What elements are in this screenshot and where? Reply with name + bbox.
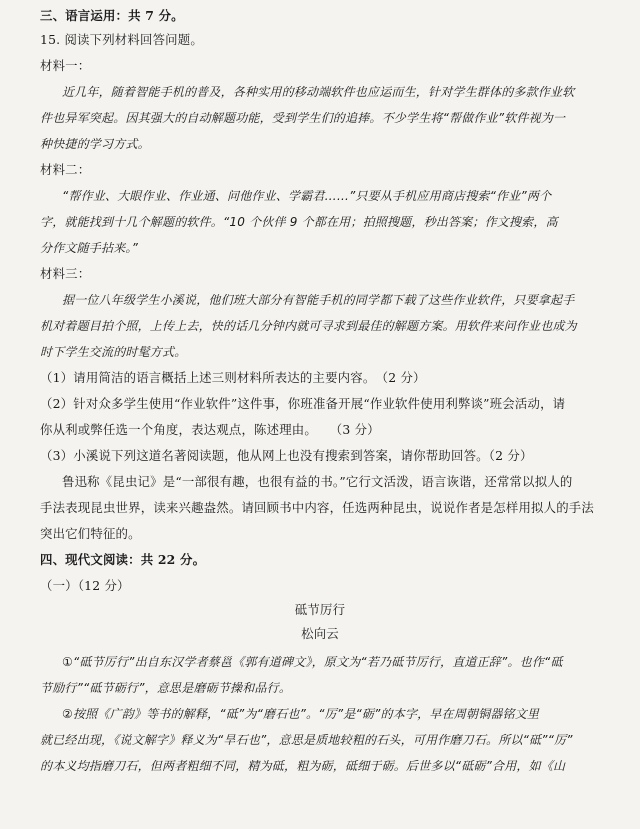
material-1-line-1: 近几年，随着智能手机的普及，各种实用的移动端软件也应运而生，针对学生群体的多款作业软 <box>62 85 575 99</box>
sub-question-2-line-2: 你从利或弊任选一个角度，表达观点，陈述理由。 （3 分） <box>40 422 380 437</box>
material-3-line-2: 机对着题目拍个照，上传上去，快的话几分钟内就可寻求到最佳的解题方案。用软件来问作业也成为 <box>40 319 577 333</box>
article-paragraph-1-line-2: 节励行”“砥节砺行”，意思是磨砺节操和品行。 <box>40 681 292 695</box>
material-3-line-1: 据一位八年级学生小溪说，他们班大部分有智能手机的同学都下载了这些作业软件，只要拿起手 <box>62 293 575 307</box>
sub-question-3-passage-line-2: 手法表现昆虫世界，读来兴趣盎然。请回顾书中内容，任选两种昆虫，说说作者是怎样用拟人的手法 <box>40 500 594 515</box>
material-1-label: 材料一： <box>40 58 91 73</box>
question-15: 15. 阅读下列材料回答问题。 <box>40 32 203 47</box>
material-3-label: 材料三： <box>40 266 91 281</box>
material-3-line-3: 时下学生交流的时髦方式。 <box>40 345 187 359</box>
material-2-label: 材料二： <box>40 162 91 177</box>
article-paragraph-2-line-1: ②按照《广韵》等书的解释，“砥”为“磨石也”。“厉”是“砺”的本字，早在周朝铜器铭文里 <box>62 707 540 721</box>
article-paragraph-2-line-2: 就已经出现，《说文解字》释义为“旱石也”，意思是质地较粗的石头，可用作磨刀石。所以“砥”“厉” <box>40 733 573 747</box>
section-3-heading: 三、语言运用：共 7 分。 <box>40 8 184 23</box>
article-author: 松向云 <box>301 626 339 641</box>
section-4-heading: 四、现代文阅读：共 22 分。 <box>40 552 206 567</box>
material-2-line-1: “帮作业、大眼作业、作业通、问他作业、学霸君……”只要从手机应用商店搜索“作业”两个 <box>62 189 552 203</box>
sub-question-3-passage-line-1: 鲁迅称《昆虫记》是“一部很有趣，也很有益的书。”它行文活泼，语言诙谐，还常常以拟人的 <box>62 474 573 489</box>
sub-question-2-line-1: （2）针对众多学生使用“作业软件”这件事，你班准备开展“作业软件使用利弊谈”班会活动，请 <box>40 396 566 411</box>
material-1-line-3: 种快捷的学习方式。 <box>40 137 150 151</box>
part-1-label: （一）（12 分） <box>40 578 130 593</box>
material-1-line-2: 件也异军突起。因其强大的自动解题功能，受到学生们的追捧。不少学生将“帮做作业”软件视为一 <box>40 111 566 125</box>
article-paragraph-1-line-1: ①“砥节厉行”出自东汉学者蔡邕《郭有道碑文》，原文为“若乃砥节厉行，直道正辞”。也作“砥 <box>62 655 563 669</box>
sub-question-3-passage-line-3: 突出它们特征的。 <box>40 526 141 541</box>
material-2-line-3: 分作文随手拈来。” <box>40 241 139 255</box>
sub-question-1: （1）请用简洁的语言概括上述三则材料所表达的主要内容。 （2 分） <box>40 370 426 385</box>
article-paragraph-2-line-3: 的本义均指磨刀石，但两者粗细不同，精为砥，粗为砺，砥细于砺。后世多以“砥砺”合用，如《山 <box>40 759 566 773</box>
material-2-line-2: 字，就能找到十几个解题的软件。“10 个伙伴 9 个都在用；拍照搜题，秒出答案；作文搜索，高 <box>40 215 558 229</box>
sub-question-3: （3）小溪说下列这道名著阅读题，他从网上也没有搜索到答案，请你帮助回答。（2 分） <box>40 448 533 463</box>
article-title: 砥节厉行 <box>294 602 346 617</box>
